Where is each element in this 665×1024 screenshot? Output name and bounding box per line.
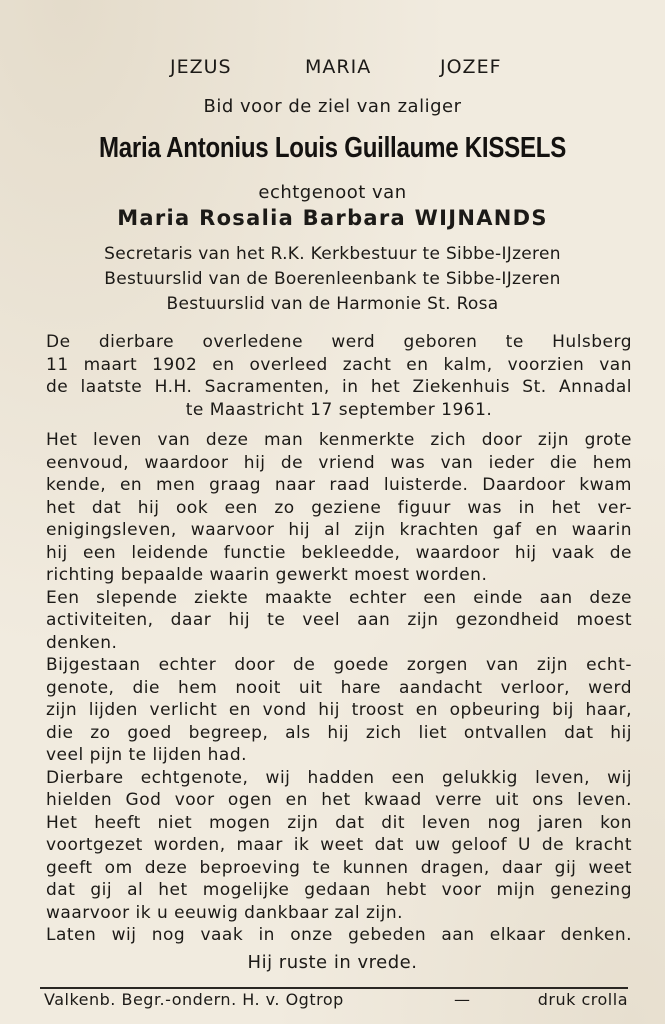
text-line: eenvoud, waardoor hij de vriend was van ieder die hem (46, 452, 632, 473)
text-line: Laten wij nog vaak in onze gebeden aan elkaar denken. (46, 925, 632, 945)
deceased-name: Maria Antonius Louis Guillaume KISSELS (98, 132, 567, 164)
text-line: richting bepaalde waarin gewerkt moest worden. (46, 565, 488, 585)
heading-jesus: JEZUS (170, 56, 232, 78)
prayer-line: Bid voor de ziel van zaliger (203, 96, 462, 117)
role-line: Bestuurslid van de Harmonie St. Rosa (166, 294, 499, 314)
text-line: Bijgestaan echter door de goede zorgen van zijn echt- (46, 655, 632, 675)
rest-in-peace: Hij ruste in vrede. (247, 952, 418, 973)
role-line: Secretaris van het R.K. Kerkbestuur te Sibbe-IJzeren (104, 244, 561, 264)
text-line: dat gij al het mogelijke gedaan hebt voor mijn genezing (46, 880, 632, 900)
heading-joseph: JOZEF (440, 56, 502, 78)
text-line: die zo goed begreep, als hij zich liet ontvallen dat hij (46, 722, 632, 743)
text-line: 11 maart 1902 en overleed zacht en kalm, voorzien van (46, 354, 632, 375)
printer-name: druk crolla (537, 990, 628, 1009)
footer-divider (40, 987, 628, 989)
funeral-director: Valkenb. Begr.-ondern. H. v. Ogtrop (44, 990, 344, 1009)
text-line: veel pijn te lijden had. (46, 745, 248, 765)
text-line: hij een leidende functie bekleedde, waardoor hij vaak de (46, 542, 632, 563)
text-line: waarvoor ik u eeuwig dankbaar zal zijn. (46, 902, 404, 923)
text-line: voortgezet worden, maar ik weet dat uw geloof U de kracht (46, 835, 632, 855)
text-line: Het heeft niet mogen zijn dat dit leven nog jaren kon (46, 812, 632, 833)
text-line: hielden God voor ogen en het kwaad verre uit ons leven. (46, 790, 632, 810)
heading (0, 56, 665, 82)
text-line: zijn lijden verlicht en vond hij troost en opbeuring bij haar, (46, 700, 632, 720)
text-line: Het leven van deze man kenmerkte zich door zijn grote (46, 430, 632, 450)
text-line: Een slepende ziekte maakte echter een einde aan deze (46, 587, 632, 608)
footer-dash: — (454, 990, 471, 1009)
heading-mary: MARIA (305, 56, 372, 78)
spouse-name: Maria Rosalia Barbara WIJNANDS (117, 206, 548, 230)
text-line: Dierbare echtgenote, wij hadden een gelukkig leven, wij (46, 767, 632, 788)
birth-death-paragraph (46, 331, 632, 421)
text-line: activiteiten, daar hij te veel aan zijn gezondheid moest (46, 610, 632, 630)
text-line: te Maastricht 17 september 1961. (185, 399, 493, 420)
spouse-of-label: echtgenoot van (258, 182, 407, 203)
text-line: De dierbare overledene werd geboren te Hulsberg (46, 332, 632, 352)
text-line: de laatste H.H. Sacramenten, in het Ziekenhuis St. Annadal (46, 377, 632, 397)
life-paragraph (46, 429, 632, 947)
text-line: genote, die hem nooit uit hare aandacht verloor, werd (46, 677, 632, 698)
text-line: denken. (46, 632, 118, 653)
text-line: het dat hij ook een zo geziene figuur was in het ver- (46, 497, 632, 518)
text-line: kende, en men graag naar raad luisterde. Daardoor kwam (46, 475, 632, 495)
text-line: geeft om deze beproeving te kunnen dragen, daar gij weet (46, 857, 632, 878)
text-line: enigingsleven, waarvoor hij al zijn krachten gaf en waarin (46, 520, 632, 540)
role-line: Bestuurslid van de Boerenleenbank te Sibbe-IJzeren (104, 269, 561, 289)
footer (44, 990, 628, 1012)
